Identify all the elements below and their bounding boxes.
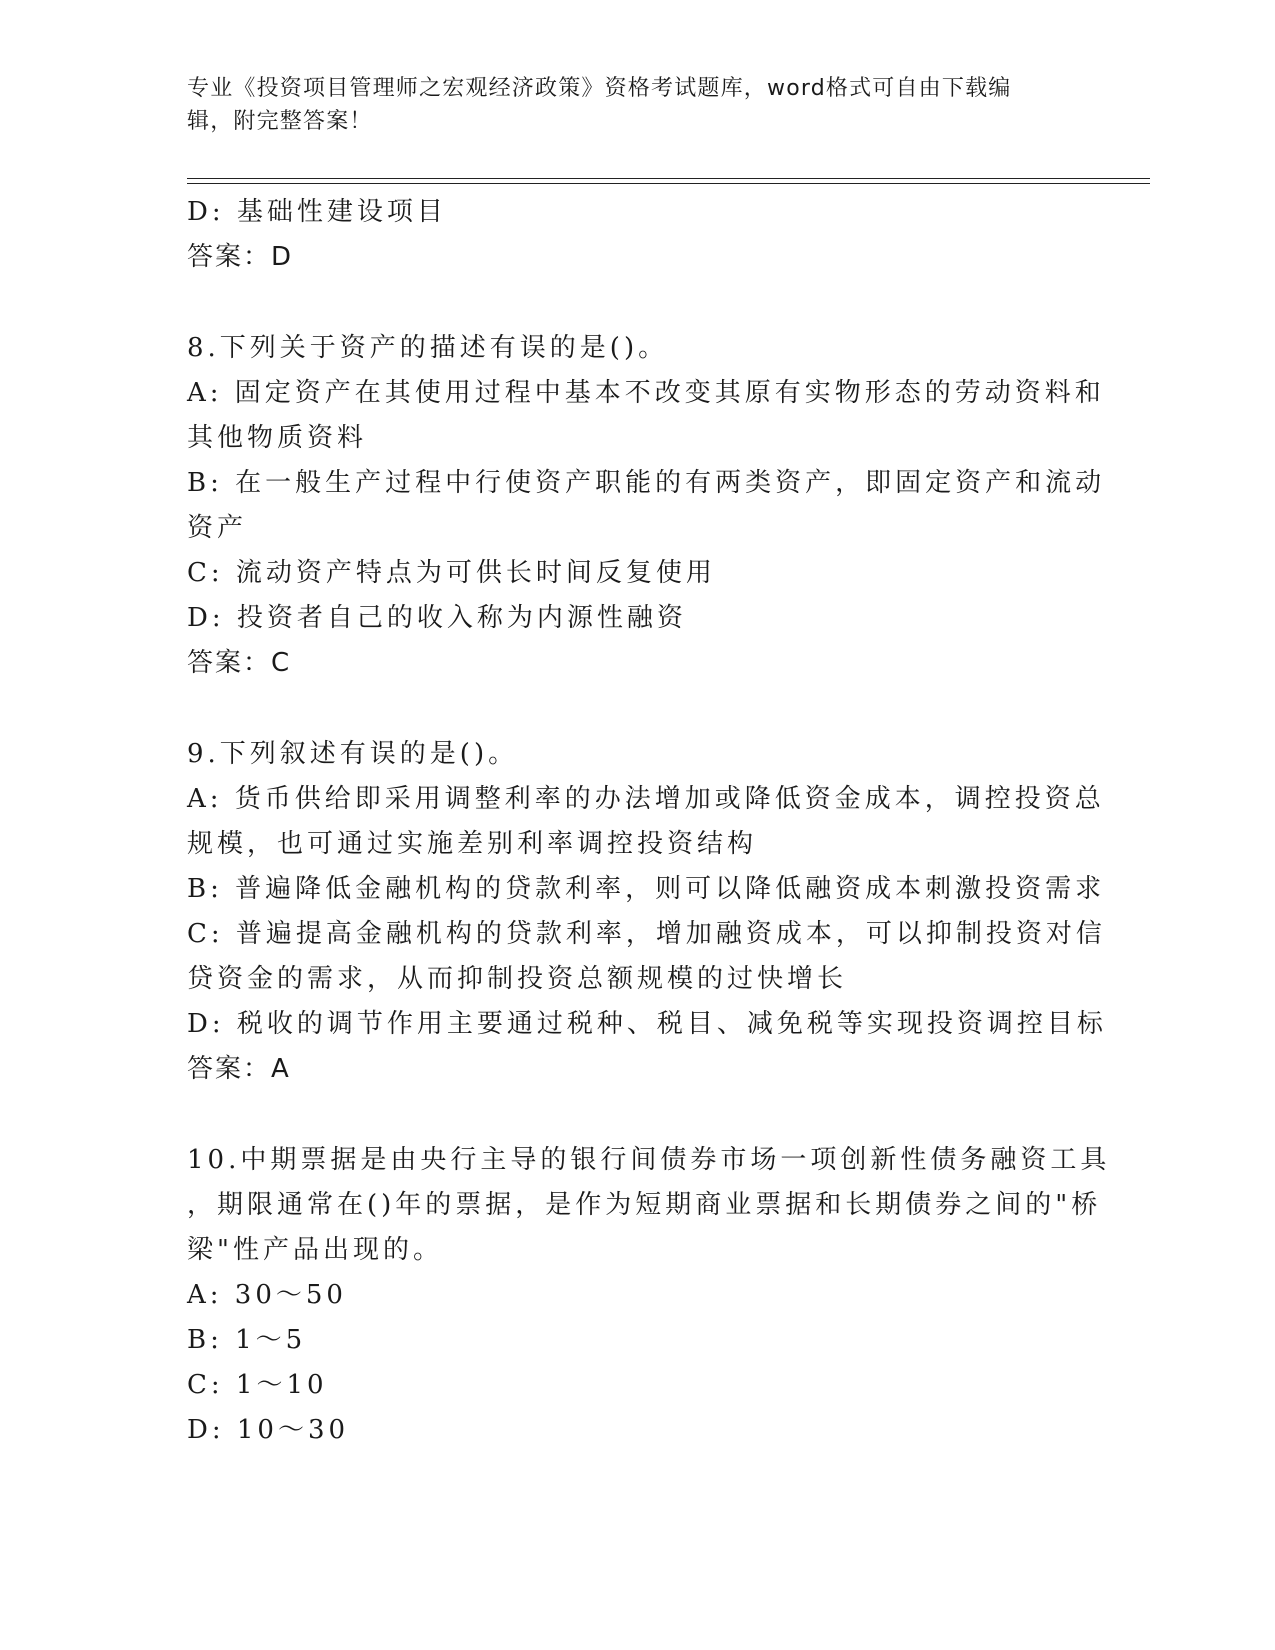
question-7-tail — [187, 190, 1067, 280]
question-stem-continued: ，期限通常在()年的票据，是作为短期商业票据和长期债券之间的"桥 — [187, 1190, 1102, 1220]
question-8 — [187, 326, 1106, 686]
question-stem: 8.下列关于资产的描述有误的是()。 — [187, 333, 669, 363]
option-a-continued: 规模，也可通过实施差别利率调控投资结构 — [187, 829, 758, 859]
option-c: C: 普遍提高金融机构的贷款利率，增加融资成本，可以抑制投资对信 — [187, 919, 1106, 949]
option-d: D: 投资者自己的收入称为内源性融资 — [187, 603, 687, 633]
answer-line: 答案：A — [187, 1054, 291, 1084]
answer-line: 答案：D — [187, 242, 294, 272]
answer-line: 答案：C — [187, 648, 292, 678]
question-10 — [187, 1138, 1111, 1453]
option-b: B: 在一般生产过程中行使资产职能的有两类资产，即固定资产和流动 — [187, 468, 1106, 498]
question-9 — [187, 732, 1107, 1092]
question-stem: 10.中期票据是由央行主导的银行间债券市场一项创新性债务融资工具 — [187, 1145, 1111, 1175]
option-d: D: 基础性建设项目 — [187, 197, 447, 227]
question-stem-continued: 梁"性产品出现的。 — [187, 1235, 443, 1265]
option-a: A: 30～50 — [187, 1280, 347, 1310]
option-a: A: 货币供给即采用调整利率的办法增加或降低资金成本，调控投资总 — [187, 784, 1105, 814]
option-b: B: 1～5 — [187, 1325, 307, 1355]
option-c-continued: 贷资金的需求，从而抑制投资总额规模的过快增长 — [187, 964, 848, 994]
option-c: C: 1～10 — [187, 1370, 328, 1400]
option-b: B: 普遍降低金融机构的贷款利率，则可以降低融资成本刺激投资需求 — [187, 874, 1106, 904]
option-d: D: 税收的调节作用主要通过税种、税目、减免税等实现投资调控目标 — [187, 1009, 1107, 1039]
option-a: A: 固定资产在其使用过程中基本不改变其原有实物形态的劳动资料和 — [187, 378, 1105, 408]
header-divider-bottom — [187, 183, 1150, 184]
header-line-1: 专业《投资项目管理师之宏观经济政策》资格考试题库，word格式可自由下载编 — [187, 76, 1012, 101]
document-header — [187, 72, 1067, 138]
question-content — [187, 190, 1111, 1453]
option-b-continued: 资产 — [187, 513, 248, 543]
header-divider-top — [187, 178, 1150, 179]
option-d: D: 10～30 — [187, 1415, 350, 1445]
option-c: C: 流动资产特点为可供长时间反复使用 — [187, 558, 716, 588]
question-stem: 9.下列叙述有误的是()。 — [187, 739, 519, 769]
header-line-2: 辑，附完整答案！ — [187, 109, 373, 134]
option-a-continued: 其他物质资料 — [187, 423, 368, 453]
